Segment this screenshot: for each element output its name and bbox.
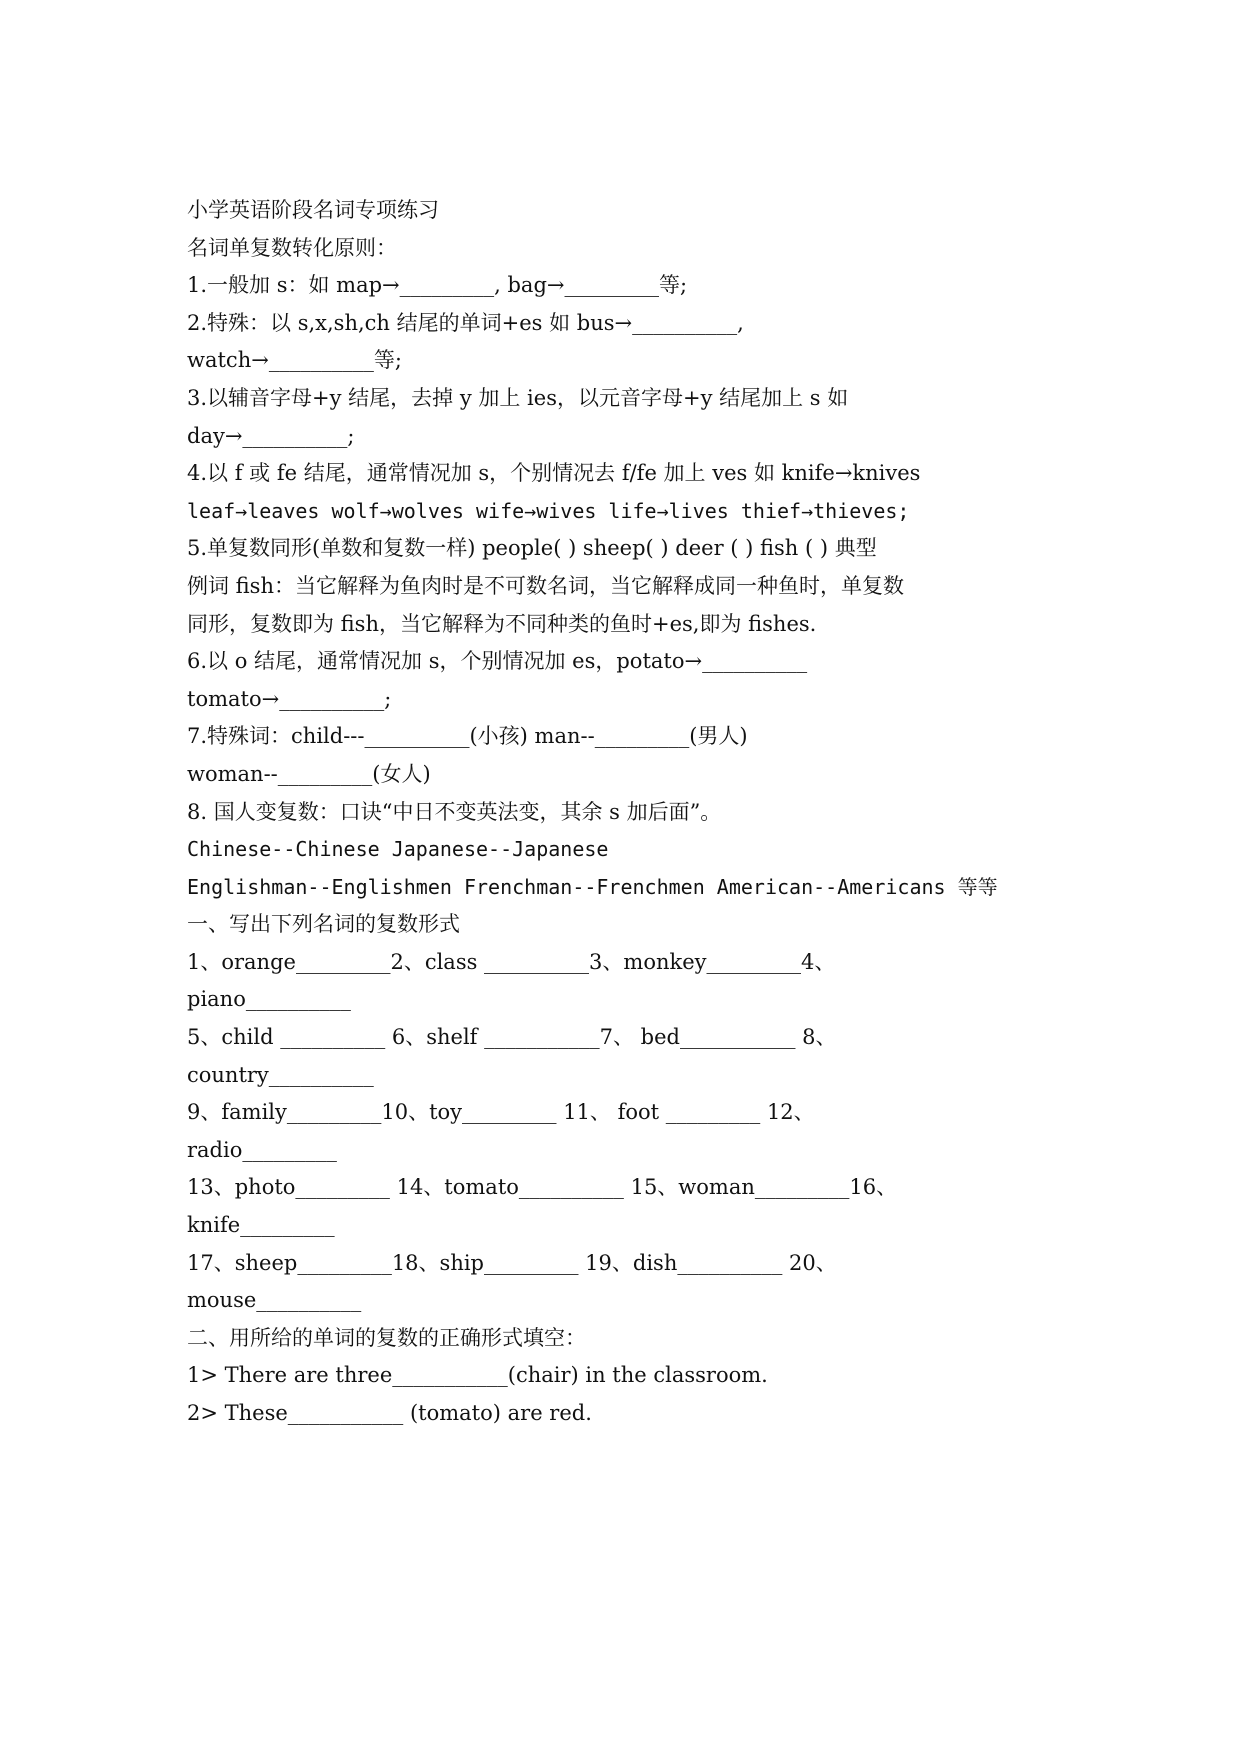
exercise-line: country__________ — [187, 1062, 374, 1087]
exercise-line: piano__________ — [187, 987, 351, 1012]
rules-heading: 名词单复数转化原则： — [187, 235, 397, 260]
rule-line: Englishman--Englishmen Frenchman--Frenchmen American--Americans 等等 — [187, 874, 998, 899]
exercise-line: mouse__________ — [187, 1288, 362, 1313]
rule-line: day→__________; — [187, 423, 355, 448]
exercise-line: 5、child __________ 6、shelf ___________7、 bed___________ 8、 — [187, 1025, 837, 1050]
rule-line: 3.以辅音字母+y 结尾，去掉 y 加上 ies，以元音字母+y 结尾加上 s 如 — [187, 385, 849, 410]
rule-line: tomato→__________; — [187, 686, 392, 711]
section-two-heading: 二、用所给的单词的复数的正确形式填空： — [187, 1325, 586, 1350]
exercise-line: 1> There are three___________(chair) in the classroom. — [187, 1363, 768, 1388]
rule-line: 6.以 o 结尾，通常情况加 s，个别情况加 es，potato→__________ — [187, 649, 808, 674]
exercise-line: 13、photo_________ 14、tomato__________ 15、woman_________16、 — [187, 1175, 898, 1200]
exercise-line: 17、sheep_________18、ship_________ 19、dish__________ 20、 — [187, 1250, 837, 1275]
rule-line: 5.单复数同形(单数和复数一样) people( ) sheep( ) deer ( ) fish ( ) 典型 — [187, 536, 877, 561]
worksheet-title: 小学英语阶段名词专项练习 — [187, 198, 439, 222]
rule-line: watch→__________等; — [187, 348, 402, 373]
exercise-line: knife_________ — [187, 1213, 335, 1238]
rule-line: 2.特殊：以 s,x,sh,ch 结尾的单词+es 如 bus→__________, — [187, 310, 744, 335]
rule-line: leaf→leaves wolf→wolves wife→wives life→lives thief→thieves; — [187, 498, 910, 523]
rule-line: Chinese--Chinese Japanese--Japanese — [187, 837, 609, 862]
rule-line: 例词 fish：当它解释为鱼肉时是不可数名词，当它解释成同一种鱼时，单复数 — [187, 573, 904, 598]
exercise-line: 9、family_________10、toy_________ 11、 foot _________ 12、 — [187, 1100, 815, 1125]
section-one-heading: 一、写出下列名词的复数形式 — [187, 912, 460, 937]
exercise-line: radio_________ — [187, 1137, 337, 1162]
rule-line: 同形，复数即为 fish，当它解释为不同种类的鱼时+es,即为 fishes. — [187, 611, 817, 636]
rule-line: 4.以 f 或 fe 结尾，通常情况加 s，个别情况去 f/fe 加上 ves 如 knife→knives — [187, 461, 921, 486]
exercise-line: 1、orange_________2、class __________3、monkey_________4、 — [187, 949, 836, 974]
rule-line: 8. 国人变复数：口诀“中日不变英法变，其余 s 加后面”。 — [187, 799, 722, 824]
rule-line: 1.一般加 s：如 map→_________, bag→_________等; — [187, 273, 688, 298]
exercise-line: 2> These___________ (tomato) are red. — [187, 1401, 592, 1425]
rule-line: 7.特殊词：child---__________(小孩) man--_________(男人) — [187, 724, 748, 749]
rule-line: woman--_________(女人) — [187, 761, 431, 786]
worksheet — [187, 192, 1067, 1433]
